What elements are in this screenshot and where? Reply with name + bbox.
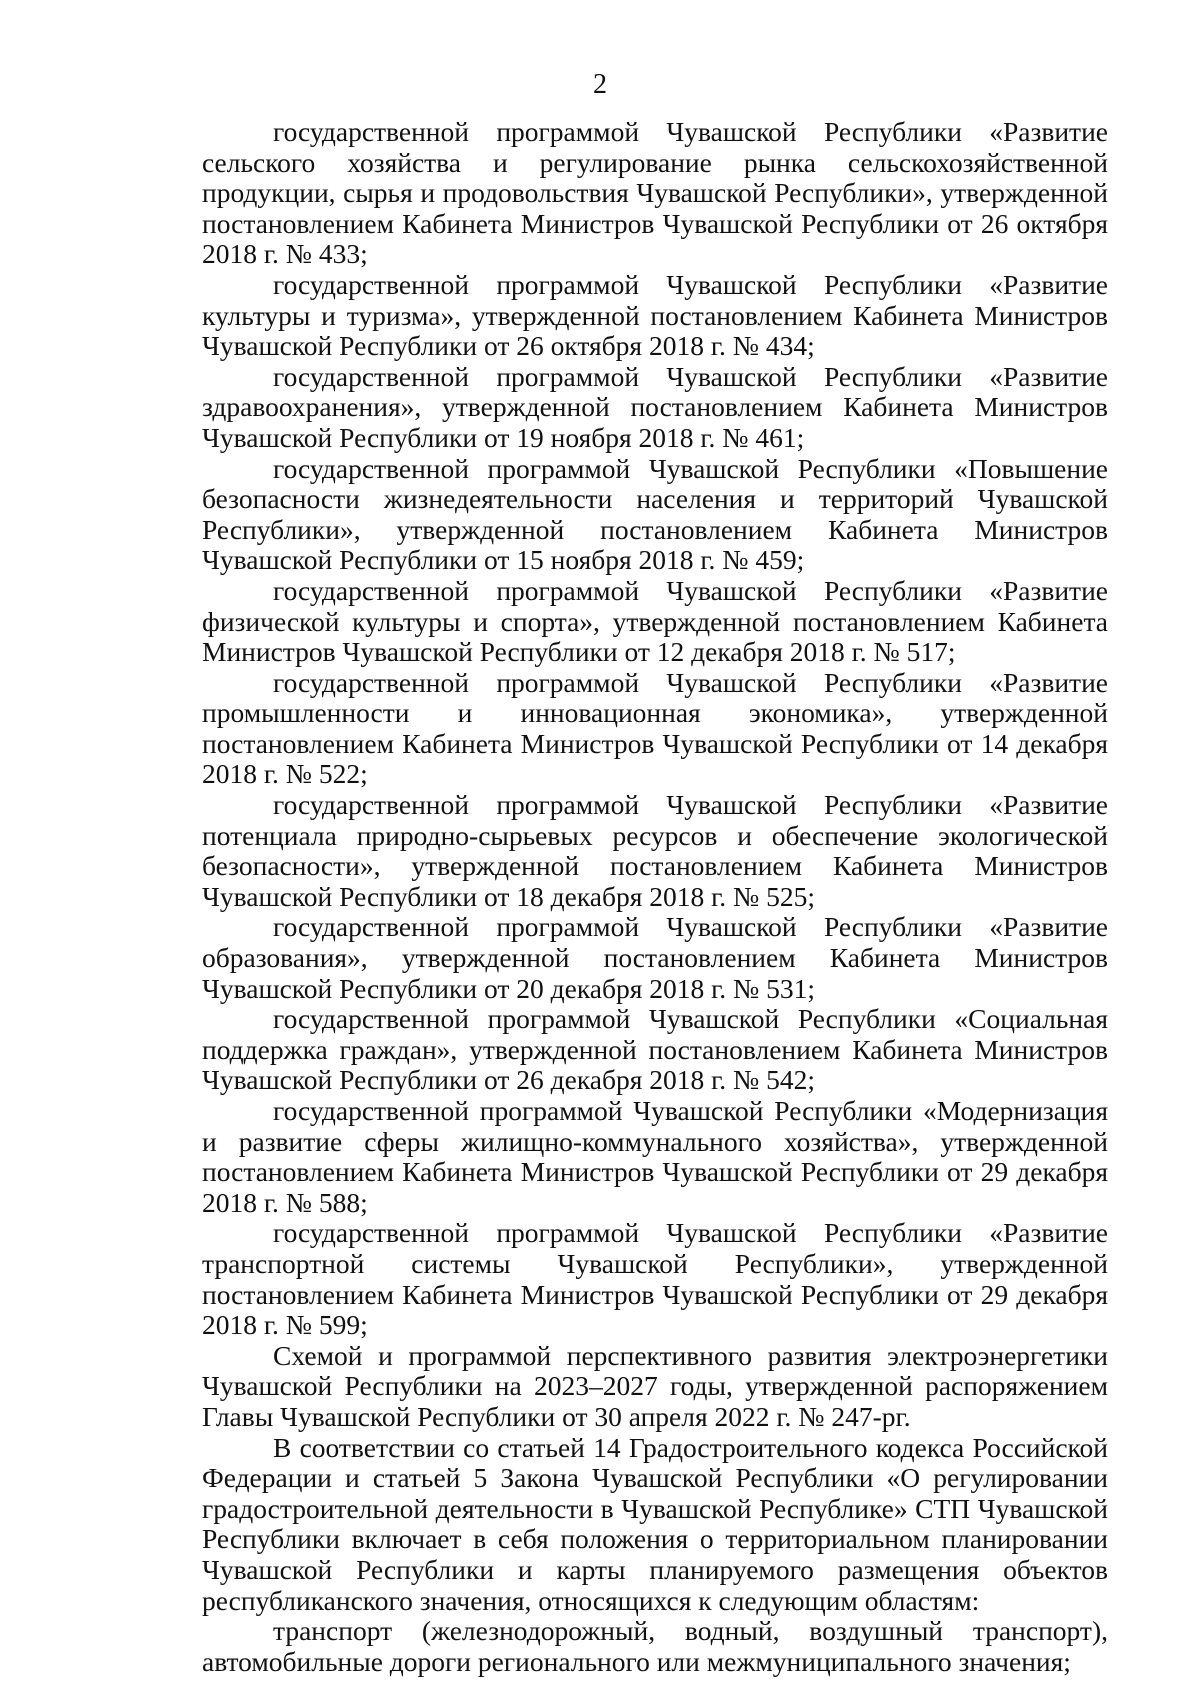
document-body [202, 117, 1108, 1677]
page-number: 2 [593, 69, 607, 100]
paragraph-housing-program: государственной программой Чувашской Республики «Модернизация и развитие сферы жилищно-коммунального хозяйства», утвержденной постановлением Кабинета Министров Чувашской Республики от 29 декабря 2018 г. № 588; [202, 1095, 1108, 1218]
paragraph-transport-area: транспорт (железнодорожный, водный, воздушный транспорт), автомобильные дороги регионального или межмуниципального значения; [202, 1615, 1108, 1677]
paragraph-safety-program: государственной программой Чувашской Республики «Повышение безопасности жизнедеятельности населения и территорий Чувашской Республики», утвержденной постановлением Кабинета Министров Чувашской Республики от 15 ноября 2018 г. № 459; [202, 452, 1108, 576]
paragraph-industry-program: государственной программой Чувашской Республики «Развитие промышленности и инновационная экономика», утвержденной постановлением Кабинета Министров Чувашской Республики от 14 декабря 2018 г. № 522; [202, 666, 1108, 790]
paragraph-electric-power-scheme: Схемой и программой перспективного развития электроэнергетики Чувашской Республики на 2023–2027 годы, утвержденной распоряжением Главы Чувашской Республики от 30 апреля 2022 г. № 247-рг. [202, 1339, 1108, 1432]
paragraph-territorial-planning: В соответствии со статьей 14 Градостроительного кодекса Российской Федерации и статьей 5 Закона Чувашской Республики «О регулировании градостроительной деятельности в Чувашской Республике» СТП Чувашской Республики включает в себя положения о территориальном планировании Чувашской Республики и карты планируемого размещения объектов республиканского значения, относящихся к следующим областям: [202, 1431, 1108, 1616]
paragraph-culture-program: государственной программой Чувашской Республики «Развитие культуры и туризма», утвержденной постановлением Кабинета Министров Чувашской Республики от 26 октября 2018 г. № 434; [202, 268, 1108, 362]
paragraph-ecology-program: государственной программой Чувашской Республики «Развитие потенциала природно-сырьевых ресурсов и обеспечение экологической безопасности», утвержденной постановлением Кабинета Министров Чувашской Республики от 18 декабря 2018 г. № 525; [202, 789, 1108, 912]
paragraph-sports-program: государственной программой Чувашской Республики «Развитие физической культуры и спорта», утвержденной постановлением Кабинета Министров Чувашской Республики от 12 декабря 2018 г. № 517; [202, 574, 1108, 668]
paragraph-agriculture-program: государственной программой Чувашской Республики «Развитие сельского хозяйства и регулирование рынка сельскохозяйственной продукции, сырья и продовольствия Чувашской Республики», утвержденной постановлением Кабинета Министров Чувашской Республики от 26 октября 2018 г. № 433; [202, 116, 1108, 270]
paragraph-social-support-program: государственной программой Чувашской Республики «Социальная поддержка граждан», утвержденной постановлением Кабинета Министров Чувашской Республики от 26 декабря 2018 г. № 542; [202, 1003, 1108, 1096]
paragraph-transport-program: государственной программой Чувашской Республики «Развитие транспортной системы Чувашской Республики», утвержденной постановлением Кабинета Министров Чувашской Республики от 29 декабря 2018 г. № 599; [202, 1217, 1108, 1341]
paragraph-education-program: государственной программой Чувашской Республики «Развитие образования», утвержденной постановлением Кабинета Министров Чувашской Республики от 20 декабря 2018 г. № 531; [202, 911, 1108, 1004]
paragraph-healthcare-program: государственной программой Чувашской Республики «Развитие здравоохранения», утвержденной постановлением Кабинета Министров Чувашской Республики от 19 ноября 2018 г. № 461; [202, 360, 1108, 453]
